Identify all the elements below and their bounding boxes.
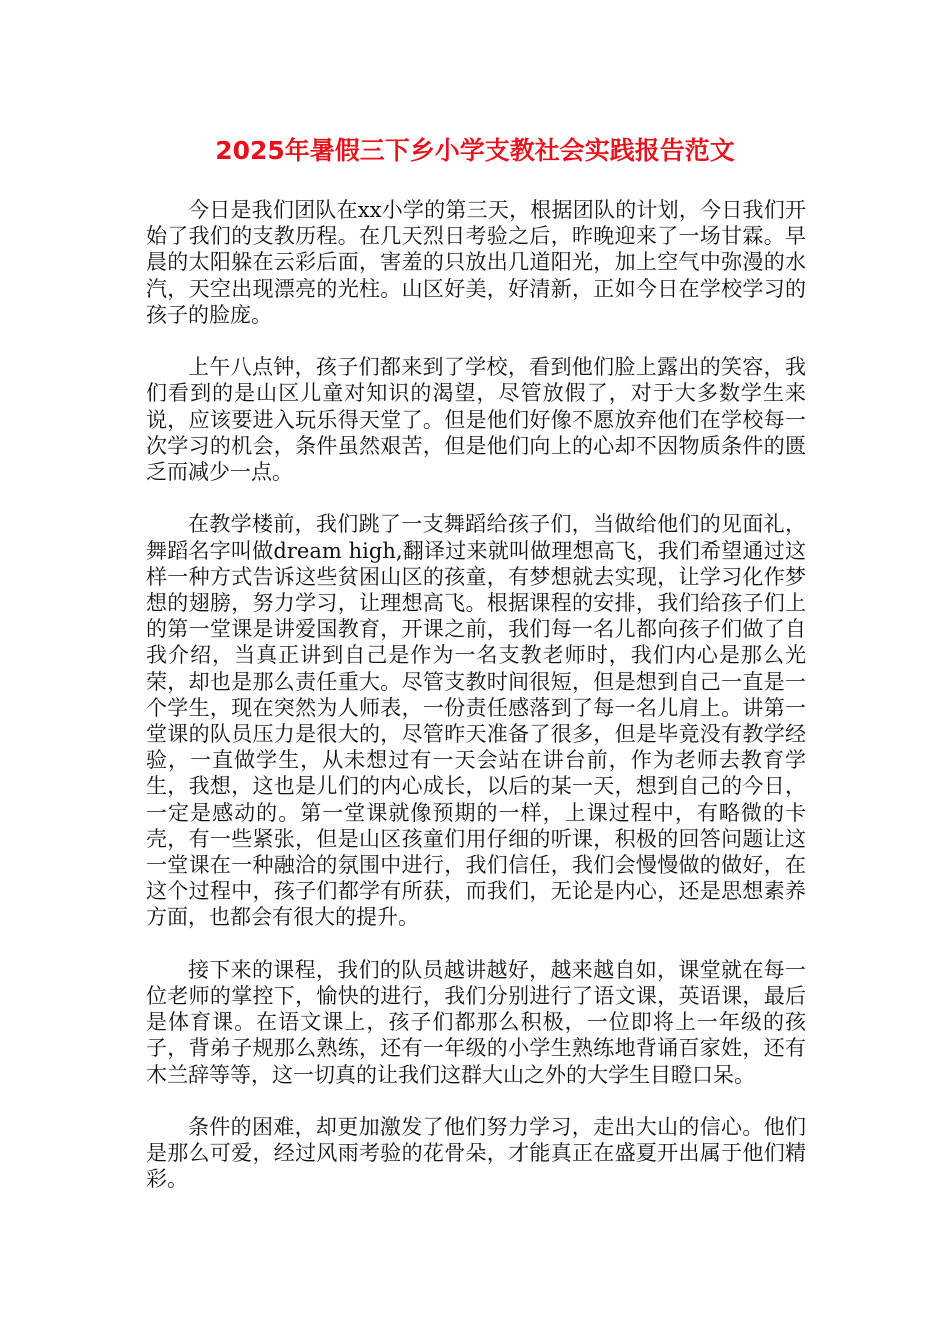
paragraph-3: 在教学楼前，我们跳了一支舞蹈给孩子们，当做给他们的见面礼，舞蹈名字叫做dream high,翻译过来就叫做理想高飞，我们希望通过这样一种方式告诉这些贫困山区的孩童，有梦想就去实现，让学习化作梦想的翅膀，努力学习，让理想高飞。根据课程的安排，我们给孩子们上的第一堂课是讲爱国教育，开课之前，我们每一名儿都向孩子们做了自我介绍，当真正讲到自己是作为一名支教老师时，我们内心是那么光荣，却也是那么责任重大。尽管支教时间很短，但是想到自己一直是一个学生，现在突然为人师表，一份责任感落到了每一名儿肩上。讲第一堂课的队员压力是很大的，尽管昨天准备了很多，但是毕竟没有教学经验，一直做学生，从未想过有一天会站在讲台前，作为老师去教育学生，我想，这也是儿们的内心成长，以后的某一天，想到自己的今日，一定是感动的。第一堂课就像预期的一样，上课过程中，有略微的卡壳，有一些紧张，但是山区孩童们用仔细的听课，积极的回答问题让这一堂课在一种融洽的氛围中进行，我们信任，我们会慢慢做的做好，在这个过程中，孩子们都学有所获，而我们，无论是内心，还是思想素养方面，也都会有很大的提升。 xyxy=(146,512,806,930)
document-title: 2025年暑假三下乡小学支教社会实践报告范文 xyxy=(215,136,735,165)
paragraph-4: 接下来的课程，我们的队员越讲越好，越来越自如，课堂就在每一位老师的掌控下，愉快的进行，我们分别进行了语文课，英语课，最后是体育课。在语文课上，孩子们都那么积极，一位即将上一年级的孩子，背弟子规那么熟练，还有一年级的小学生熟练地背诵百家姓，还有木兰辞等等，这一切真的让我们这群大山之外的大学生目瞪口呆。 xyxy=(146,957,806,1087)
paragraph-2: 上午八点钟，孩子们都来到了学校，看到他们脸上露出的笑容，我们看到的是山区儿童对知识的渴望，尽管放假了，对于大多数学生来说，应该要进入玩乐得天堂了。但是他们好像不愿放弃他们在学校每一次学习的机会，条件虽然艰苦，但是他们向上的心却不因物质条件的匮乏而减少一点。 xyxy=(146,355,806,485)
paragraph-5: 条件的困难，却更加激发了他们努力学习，走出大山的信心。他们是那么可爱，经过风雨考验的花骨朵，才能真正在盛夏开出属于他们精彩。 xyxy=(146,1115,806,1192)
paragraph-1: 今日是我们团队在xx小学的第三天，根据团队的计划，今日我们开始了我们的支教历程。在几天烈日考验之后，昨晚迎来了一场甘霖。早晨的太阳躲在云彩后面，害羞的只放出几道阳光，加上空气中弥漫的水汽，天空出现漂亮的光柱。山区好美，好清新，正如今日在学校学习的孩子的脸庞。 xyxy=(146,198,806,327)
document-body xyxy=(146,197,806,1219)
